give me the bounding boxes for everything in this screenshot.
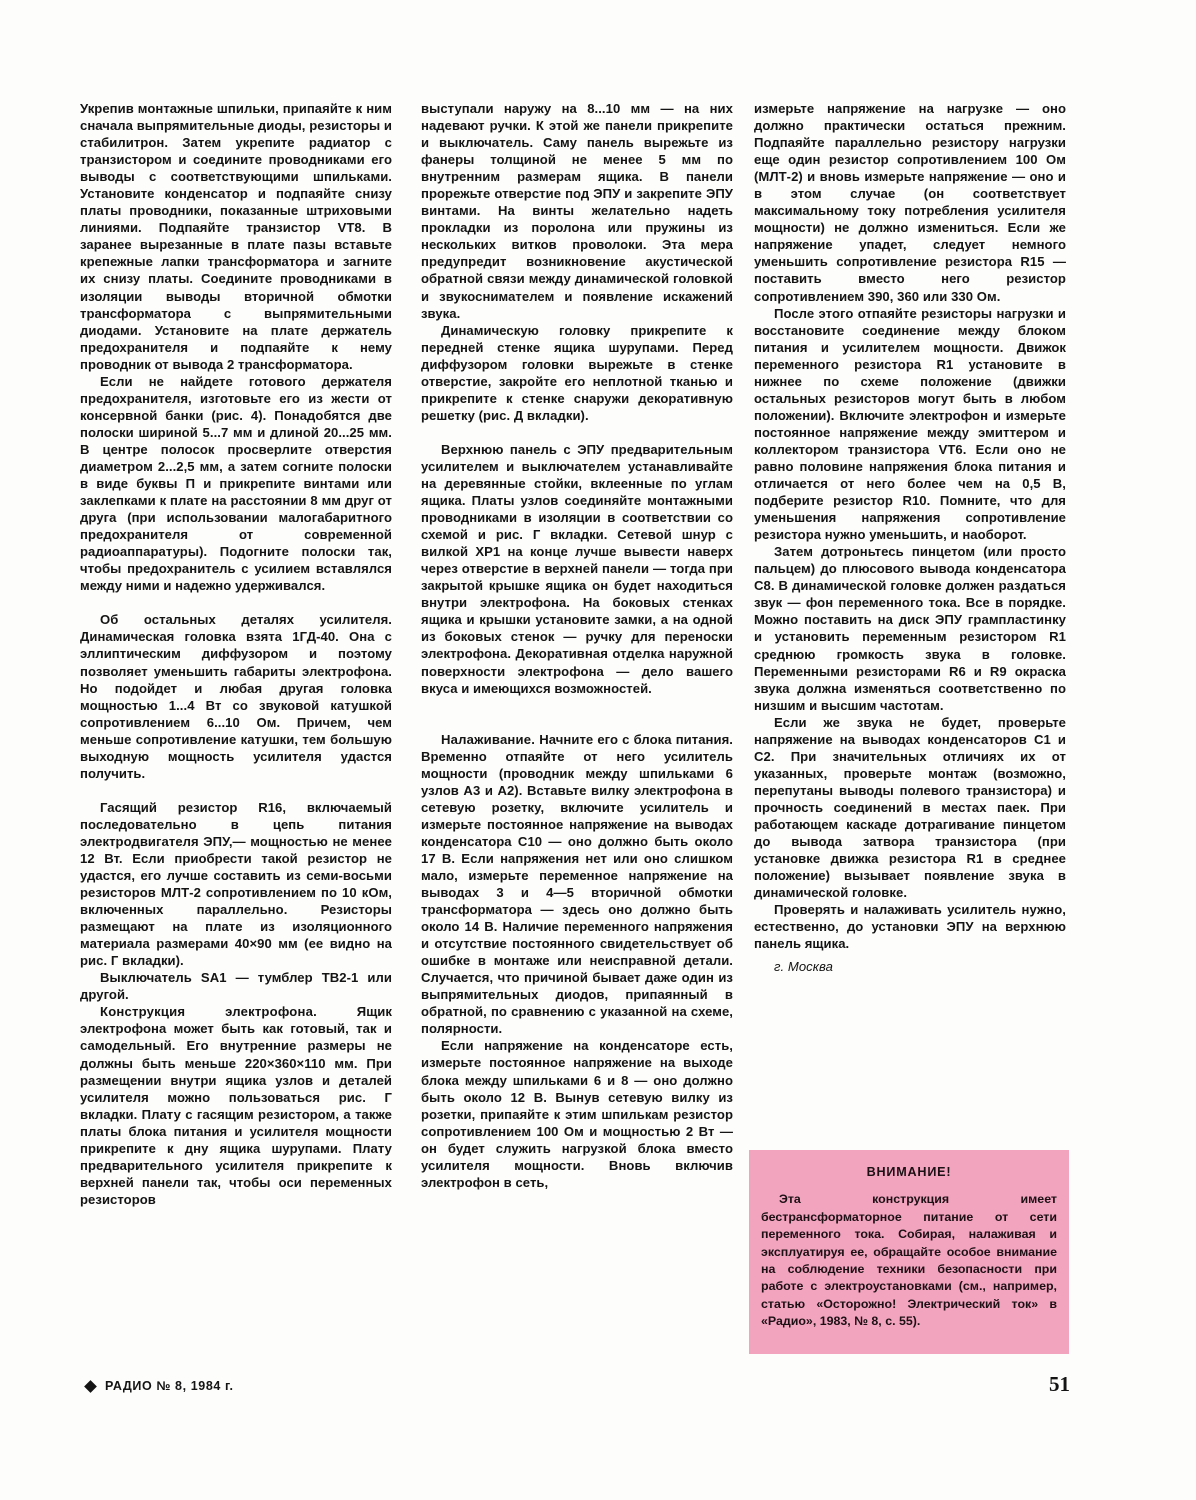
section-heading-construction: Конструкция электрофона. bbox=[100, 1004, 317, 1020]
paragraph: После этого отпаяйте резисторы нагрузки и восстановите соединение между блоком питания и усилителем мощности. Движок переменного резистора R1 установите в нижнее по схеме положение (движки остальных резисторов могут быть в любом положении). Включите электрофон и измерьте постоянное напряжение между эмиттером и коллектором транзистора VT6. Если оно не равно половине напряжения блока питания и отличается от него более чем на 0,5 В, подберите резистор R10. Помните, что для уменьшения напряжения сопротивление резистора нужно уменьшить, и наоборот. bbox=[754, 305, 1066, 543]
paragraph: Если не найдете готового держателя предохранителя, изготовьте его из жести от консервной банки (рис. 4). Понадобятся две полоски шириной 5...7 мм и длиной 20...25 мм. В центре полосок просверлите отверстия диаметром 2...2,5 мм, а затем согните полоски в виде буквы П и прикрепите винтами или заклепками к плате на расстоянии 8 мм друг от друга (при использовании малогабаритного предохранителя от современной радиоаппаратуры). Подогните полоски так, чтобы предохранитель с усилием вставлялся между ними и надежно удерживался. bbox=[80, 373, 392, 594]
paragraph-with-heading bbox=[80, 1003, 392, 1208]
author-city: г. Москва bbox=[774, 959, 833, 975]
page-number: 51 bbox=[1049, 1372, 1070, 1396]
text-column-3 bbox=[754, 100, 1066, 975]
magazine-issue: РАДИО № 8, 1984 г. bbox=[105, 1379, 234, 1393]
paragraph-with-heading bbox=[421, 731, 733, 1038]
paragraph: Гасящий резистор R16, включаемый последовательно в цепь питания электродвигателя ЭПУ,— мощностью не менее 12 Вт. Если приобрести такой резистор не удастся, его лучше составить из семи-восьми резисторов МЛТ-2 сопротивлением по 10 кОм, включенных параллельно. Резисторы размещают на плате из изоляционного материала размерами 40×90 мм (ее видно на рис. Г вкладки). bbox=[80, 799, 392, 969]
text-column-1 bbox=[80, 100, 392, 1208]
paragraph: Динамическую головку прикрепите к передней стенке ящика шурупами. Перед диффузором головки вырежьте в стенке отверстие, закройте его неплотной тканью и прикрепите к стенке снаружи декоративную решетку (рис. Д вкладки). bbox=[421, 322, 733, 423]
text-column-2 bbox=[421, 100, 733, 1191]
paragraph: Верхнюю панель с ЭПУ предварительным усилителем и выключателем устанавливайте на деревянные стойки, вклеенные по углам ящика. Платы узлов соединяйте монтажными проводниками в изоляции в соответствии со схемой и рис. Г вкладки. Сетевой шнур с вилкой ХР1 на конце лучше вывести наверх через отверстие в верхней панели — тогда при закрытой крышке ящика он будет находиться внутри электрофона. На боковых стенках ящика и крышки установите замки, а на одной из боковых стенок — ручку для переноски электрофона. Декоративная отделка наружной поверхности электрофона — дело вашего вкуса и имеющихся возможностей. bbox=[421, 441, 733, 696]
paragraph: Укрепив монтажные шпильки, припаяйте к ним сначала выпрямительные диоды, резисторы и стабилитрон. Затем укрепите радиатор с транзистором и соедините проводниками его выводы с соответствующими шпильками. Установите конденсатор и подпаяйте снизу платы проводники, показанные штриховыми линиями. Подпаяйте транзистор VT8. В заранее вырезанные в плате пазы вставьте крепежные лапки трансформатора и загните их снизу платы. Соедините проводниками в изоляции выводы вторичной обмотки трансформатора с выпрямительными диодами. Установите на плате держатель предохранителя и подпаяйте к нему проводник от вывода 2 трансформатора. bbox=[80, 101, 392, 372]
paragraph-text: Начните его с блока питания. Временно отпаяйте от него усилитель мощности (проводник между шпильками 6 узлов А3 и А2). Вставьте вилку электрофона в сетевую розетку, включите усилитель и измерьте постоянное напряжение на выводах конденсатора С10 — оно должно быть около 17 В. Если напряжения нет или оно слишком мало, измерьте переменное напряжение на выводах 3 и 4—5 вторичной обмотки трансформатора — здесь оно должно быть около 14 В. Наличие переменного напряжения и отсутствие постоянного свидетельствует об ошибке в монтаже или неисправной детали. Случается, что причиной бывает даже один из выпрямительных диодов, припаянный в обратной, по сравнению с указанной на схеме, полярности. bbox=[421, 731, 733, 1037]
diamond-bullet-icon bbox=[84, 1380, 97, 1393]
warning-text: Эта конструкция имеет бестрансформаторное питание от сети переменного тока. Собирая, налаживая и эксплуатируя ее, обращайте особое внимание на соблюдение техники безопасности при работе с электроустановками (см., например, статью «Осторожно! Электрический ток» в «Радио», 1983, № 8, с. 55). bbox=[761, 1192, 1057, 1329]
paragraph: выступали наружу на 8...10 мм — на них надевают ручки. К этой же панели прикрепите и выключатель. Саму панель вырежьте из фанеры толщиной не менее 5 мм по внутренним размерам ящика. В панели прорежьте отверстие под ЭПУ и закрепите ЭПУ винтами. На винты желательно надеть прокладки из поролона или пружины из нескольких витков проволоки. Эта мера предупредит возникновение акустической обратной связи между динамической головкой и звукоснимателем и появление искажений звука. bbox=[421, 101, 733, 321]
paragraph: Если же звука не будет, проверьте напряжение на выводах конденсаторов С1 и С2. При значительных отличиях их от указанных, проверьте монтаж (возможно, перепутаны выводы полевого транзистора) и прочность соединений в местах паек. При работающем каскаде дотрагивание пинцетом до вывода затвора транзистора (при установке движка резистора R1 в среднее положение) вызывает появление звука в динамической головке. bbox=[754, 714, 1066, 901]
paragraph: Выключатель SA1 — тумблер ТВ2-1 или другой. bbox=[80, 970, 392, 1003]
paragraph: Если напряжение на конденсаторе есть, измерьте постоянное напряжение на выходе блока между шпильками 6 и 8 — оно должно быть около 12 В. Вынув сетевую вилку из розетки, припаяйте к этим шпилькам резистор сопротивлением 100 Ом и мощностью 2 Вт — он будет служить нагрузкой блока вместо усилителя мощности. Вновь включив электрофон в сеть, bbox=[421, 1038, 733, 1190]
paragraph: Затем дотроньтесь пинцетом (или просто пальцем) до плюсового вывода конденсатора С8. В динамической головке должен раздаться звук — фон переменного тока. Все в порядке. Можно поставить на диск ЭПУ грампластинку и установить переменным резистором R1 среднюю громкость звука в головке. Переменными резисторами R6 и R9 окраска звука должна изменяться соответственно по низшим и высшим частотам. bbox=[754, 544, 1066, 713]
section-heading-adjustment: Налаживание. bbox=[441, 731, 536, 747]
paragraph: Об остальных деталях усилителя. Динамическая головка взята 1ГД-40. Она с эллиптическим диффузором и поэтому позволяет уменьшить габариты электрофона. Но подойдет и любая другая головка мощностью 1...4 Вт со звуковой катушкой сопротивлением 6...10 Ом. Причем, чем меньше сопротивление катушки, тем большую выходную мощность усилителя удастся получить. bbox=[80, 612, 392, 781]
paragraph: Проверять и налаживать усилитель нужно, естественно, до установки ЭПУ на верхнюю панель ящика. bbox=[754, 902, 1066, 952]
warning-title: ВНИМАНИЕ! bbox=[866, 1165, 952, 1179]
paragraph-text: Ящик электрофона может быть как готовый, так и самодельный. Его внутренние размеры не должны быть меньше 220×360×110 мм. При размещении внутри ящика узлов и деталей усилителя можно пользоваться рис. Г вкладки. Плату с гасящим резистором, а также платы блока питания и усилителя мощности прикрепите к дну ящика шурупами. Плату предварительного усилителя прикрепите к верхней панели так, чтобы оси переменных резисторов bbox=[80, 1004, 393, 1207]
paragraph: измерьте напряжение на нагрузке — оно должно практически остаться прежним. Подпаяйте параллельно резистору нагрузки еще один резистор сопротивлением 100 Ом (МЛТ-2) и вновь измерьте напряжение — оно и в этом случае (он соответствует максимальному току потребления усилителя мощности) не должно измениться. Если же напряжение упадет, следует немного уменьшить сопротивление резистора R15 — поставить вместо него резистор сопротивлением 390, 360 или 330 Ом. bbox=[754, 101, 1066, 304]
warning-box bbox=[749, 1150, 1069, 1354]
footer-magazine-info bbox=[86, 1379, 234, 1393]
